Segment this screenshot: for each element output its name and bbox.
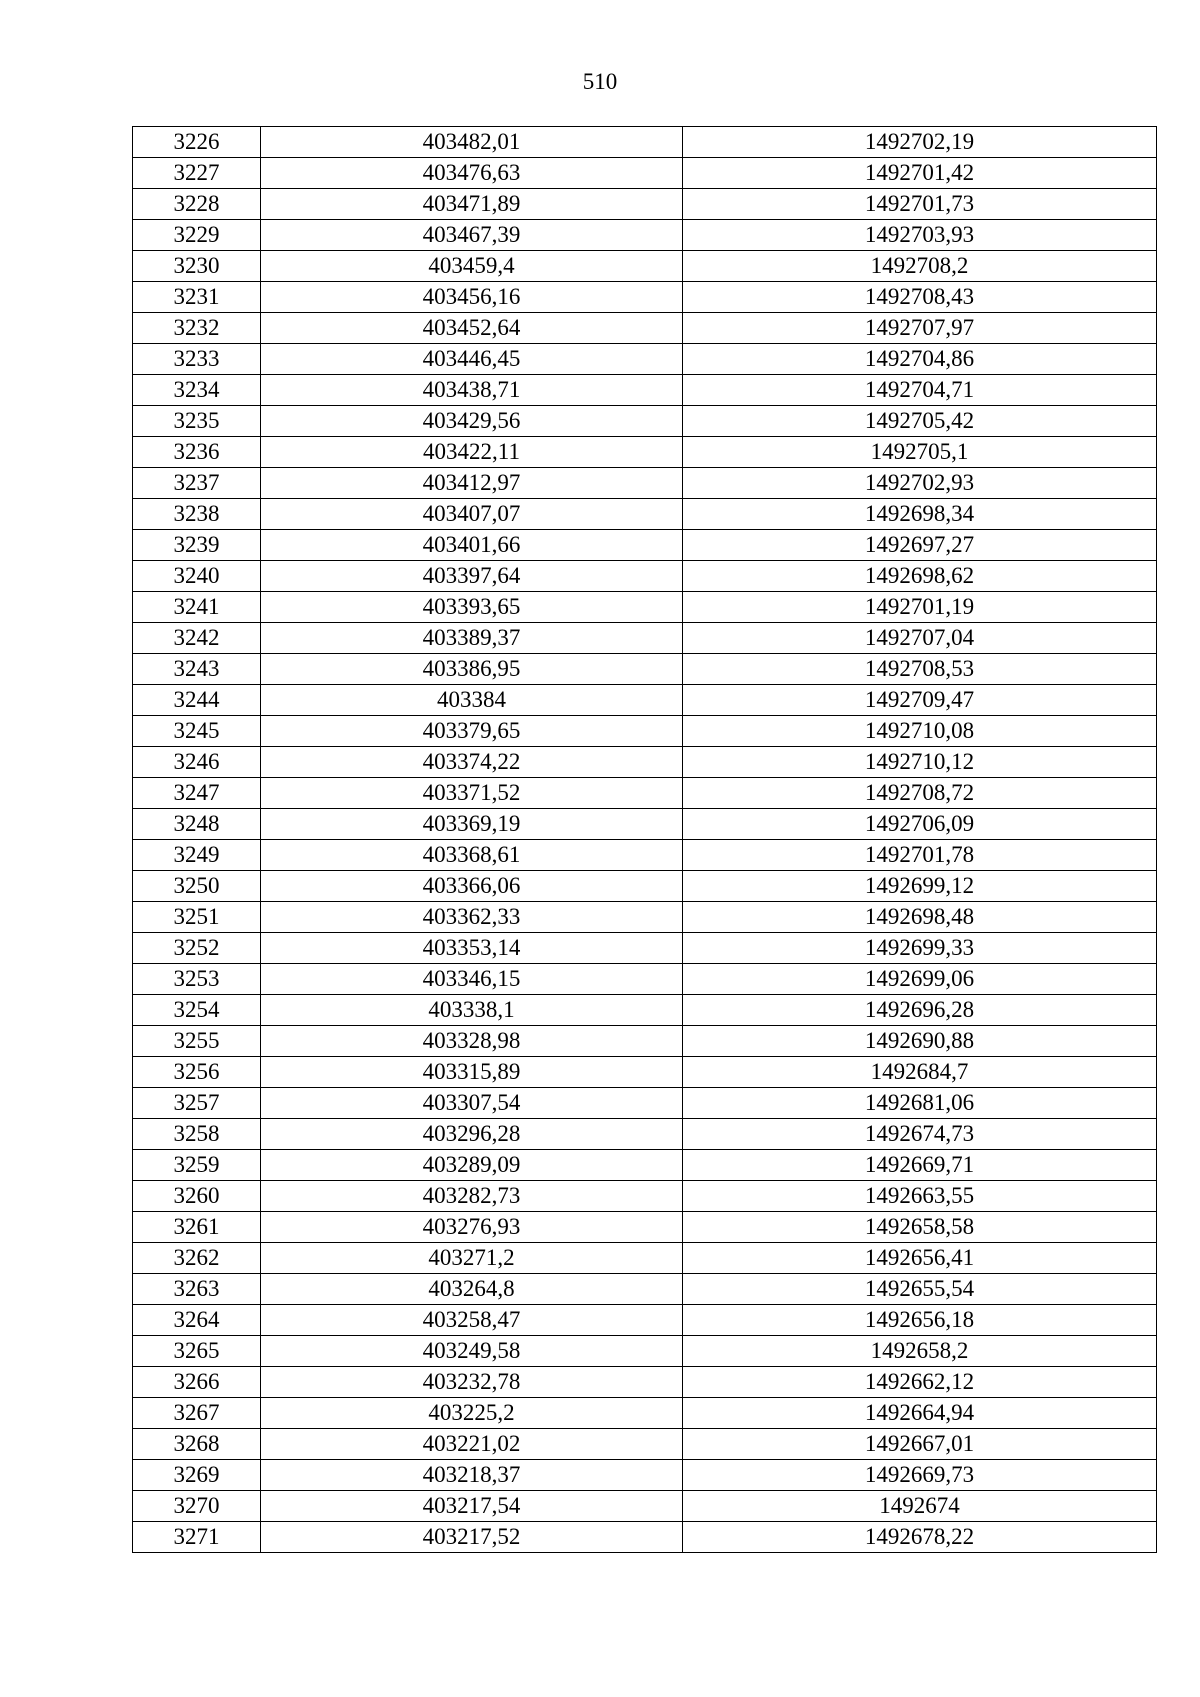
point-number-cell: 3259 — [133, 1150, 261, 1181]
table-row — [133, 1336, 1157, 1367]
point-number-cell: 3260 — [133, 1181, 261, 1212]
table-row — [133, 282, 1157, 313]
table-row — [133, 1088, 1157, 1119]
y-coordinate-cell: 1492708,2 — [683, 251, 1157, 282]
table-row — [133, 995, 1157, 1026]
y-coordinate-cell: 1492707,04 — [683, 623, 1157, 654]
x-coordinate-cell: 403338,1 — [261, 995, 683, 1026]
y-coordinate-cell: 1492658,58 — [683, 1212, 1157, 1243]
point-number-cell: 3228 — [133, 189, 261, 220]
table-row — [133, 778, 1157, 809]
table-row — [133, 1460, 1157, 1491]
point-number-cell: 3246 — [133, 747, 261, 778]
x-coordinate-cell: 403471,89 — [261, 189, 683, 220]
table-row — [133, 592, 1157, 623]
y-coordinate-cell: 1492678,22 — [683, 1522, 1157, 1553]
table-row — [133, 716, 1157, 747]
y-coordinate-cell: 1492709,47 — [683, 685, 1157, 716]
table-row — [133, 375, 1157, 406]
y-coordinate-cell: 1492669,73 — [683, 1460, 1157, 1491]
y-coordinate-cell: 1492701,78 — [683, 840, 1157, 871]
table-row — [133, 623, 1157, 654]
point-number-cell: 3235 — [133, 406, 261, 437]
y-coordinate-cell: 1492664,94 — [683, 1398, 1157, 1429]
table-row — [133, 747, 1157, 778]
table-row — [133, 654, 1157, 685]
point-number-cell: 3232 — [133, 313, 261, 344]
y-coordinate-cell: 1492690,88 — [683, 1026, 1157, 1057]
point-number-cell: 3255 — [133, 1026, 261, 1057]
y-coordinate-cell: 1492696,28 — [683, 995, 1157, 1026]
point-number-cell: 3241 — [133, 592, 261, 623]
point-number-cell: 3247 — [133, 778, 261, 809]
x-coordinate-cell: 403346,15 — [261, 964, 683, 995]
y-coordinate-cell: 1492703,93 — [683, 220, 1157, 251]
x-coordinate-cell: 403438,71 — [261, 375, 683, 406]
y-coordinate-cell: 1492658,2 — [683, 1336, 1157, 1367]
point-number-cell: 3237 — [133, 468, 261, 499]
table-row — [133, 1429, 1157, 1460]
point-number-cell: 3271 — [133, 1522, 261, 1553]
table-row — [133, 1274, 1157, 1305]
table-row — [133, 251, 1157, 282]
point-number-cell: 3250 — [133, 871, 261, 902]
point-number-cell: 3244 — [133, 685, 261, 716]
x-coordinate-cell: 403446,45 — [261, 344, 683, 375]
y-coordinate-cell: 1492707,97 — [683, 313, 1157, 344]
point-number-cell: 3249 — [133, 840, 261, 871]
x-coordinate-cell: 403218,37 — [261, 1460, 683, 1491]
point-number-cell: 3251 — [133, 902, 261, 933]
point-number-cell: 3265 — [133, 1336, 261, 1367]
y-coordinate-cell: 1492674,73 — [683, 1119, 1157, 1150]
x-coordinate-cell: 403369,19 — [261, 809, 683, 840]
point-number-cell: 3269 — [133, 1460, 261, 1491]
y-coordinate-cell: 1492667,01 — [683, 1429, 1157, 1460]
table-row — [133, 1212, 1157, 1243]
table-row — [133, 902, 1157, 933]
table-row — [133, 871, 1157, 902]
page-number: 510 — [582, 69, 618, 94]
point-number-cell: 3245 — [133, 716, 261, 747]
y-coordinate-cell: 1492704,86 — [683, 344, 1157, 375]
point-number-cell: 3258 — [133, 1119, 261, 1150]
x-coordinate-cell: 403371,52 — [261, 778, 683, 809]
y-coordinate-cell: 1492708,53 — [683, 654, 1157, 685]
point-number-cell: 3239 — [133, 530, 261, 561]
y-coordinate-cell: 1492655,54 — [683, 1274, 1157, 1305]
x-coordinate-cell: 403379,65 — [261, 716, 683, 747]
x-coordinate-cell: 403271,2 — [261, 1243, 683, 1274]
x-coordinate-cell: 403422,11 — [261, 437, 683, 468]
point-number-cell: 3229 — [133, 220, 261, 251]
y-coordinate-cell: 1492674 — [683, 1491, 1157, 1522]
y-coordinate-cell: 1492710,08 — [683, 716, 1157, 747]
table-row — [133, 1057, 1157, 1088]
y-coordinate-cell: 1492701,19 — [683, 592, 1157, 623]
y-coordinate-cell: 1492708,72 — [683, 778, 1157, 809]
table-row — [133, 964, 1157, 995]
x-coordinate-cell: 403452,64 — [261, 313, 683, 344]
table-row — [133, 685, 1157, 716]
y-coordinate-cell: 1492684,7 — [683, 1057, 1157, 1088]
table-row — [133, 933, 1157, 964]
y-coordinate-cell: 1492698,34 — [683, 499, 1157, 530]
y-coordinate-cell: 1492698,62 — [683, 561, 1157, 592]
point-number-cell: 3256 — [133, 1057, 261, 1088]
y-coordinate-cell: 1492662,12 — [683, 1367, 1157, 1398]
x-coordinate-cell: 403366,06 — [261, 871, 683, 902]
y-coordinate-cell: 1492704,71 — [683, 375, 1157, 406]
x-coordinate-cell: 403397,64 — [261, 561, 683, 592]
table-row — [133, 220, 1157, 251]
table-row — [133, 158, 1157, 189]
point-number-cell: 3263 — [133, 1274, 261, 1305]
x-coordinate-cell: 403374,22 — [261, 747, 683, 778]
point-number-cell: 3253 — [133, 964, 261, 995]
point-number-cell: 3238 — [133, 499, 261, 530]
x-coordinate-cell: 403467,39 — [261, 220, 683, 251]
table-row — [133, 1398, 1157, 1429]
point-number-cell: 3267 — [133, 1398, 261, 1429]
x-coordinate-cell: 403362,33 — [261, 902, 683, 933]
x-coordinate-cell: 403296,28 — [261, 1119, 683, 1150]
y-coordinate-cell: 1492656,41 — [683, 1243, 1157, 1274]
y-coordinate-cell: 1492663,55 — [683, 1181, 1157, 1212]
y-coordinate-cell: 1492699,12 — [683, 871, 1157, 902]
coordinates-table-body — [133, 127, 1157, 1553]
x-coordinate-cell: 403276,93 — [261, 1212, 683, 1243]
y-coordinate-cell: 1492698,48 — [683, 902, 1157, 933]
point-number-cell: 3226 — [133, 127, 261, 158]
table-row — [133, 1491, 1157, 1522]
coordinates-table — [132, 126, 1157, 1553]
x-coordinate-cell: 403412,97 — [261, 468, 683, 499]
table-row — [133, 1522, 1157, 1553]
point-number-cell: 3242 — [133, 623, 261, 654]
y-coordinate-cell: 1492705,42 — [683, 406, 1157, 437]
point-number-cell: 3264 — [133, 1305, 261, 1336]
table-row — [133, 530, 1157, 561]
point-number-cell: 3234 — [133, 375, 261, 406]
table-row — [133, 1150, 1157, 1181]
table-row — [133, 1243, 1157, 1274]
point-number-cell: 3257 — [133, 1088, 261, 1119]
point-number-cell: 3231 — [133, 282, 261, 313]
x-coordinate-cell: 403407,07 — [261, 499, 683, 530]
x-coordinate-cell: 403429,56 — [261, 406, 683, 437]
point-number-cell: 3248 — [133, 809, 261, 840]
x-coordinate-cell: 403307,54 — [261, 1088, 683, 1119]
x-coordinate-cell: 403264,8 — [261, 1274, 683, 1305]
table-row — [133, 1181, 1157, 1212]
y-coordinate-cell: 1492681,06 — [683, 1088, 1157, 1119]
point-number-cell: 3270 — [133, 1491, 261, 1522]
table-row — [133, 1026, 1157, 1057]
point-number-cell: 3230 — [133, 251, 261, 282]
x-coordinate-cell: 403289,09 — [261, 1150, 683, 1181]
y-coordinate-cell: 1492701,73 — [683, 189, 1157, 220]
x-coordinate-cell: 403459,4 — [261, 251, 683, 282]
point-number-cell: 3243 — [133, 654, 261, 685]
table-row — [133, 189, 1157, 220]
x-coordinate-cell: 403282,73 — [261, 1181, 683, 1212]
x-coordinate-cell: 403232,78 — [261, 1367, 683, 1398]
y-coordinate-cell: 1492708,43 — [683, 282, 1157, 313]
y-coordinate-cell: 1492697,27 — [683, 530, 1157, 561]
x-coordinate-cell: 403221,02 — [261, 1429, 683, 1460]
point-number-cell: 3261 — [133, 1212, 261, 1243]
point-number-cell: 3233 — [133, 344, 261, 375]
table-row — [133, 499, 1157, 530]
y-coordinate-cell: 1492702,19 — [683, 127, 1157, 158]
x-coordinate-cell: 403217,54 — [261, 1491, 683, 1522]
point-number-cell: 3240 — [133, 561, 261, 592]
y-coordinate-cell: 1492699,33 — [683, 933, 1157, 964]
x-coordinate-cell: 403258,47 — [261, 1305, 683, 1336]
table-row — [133, 809, 1157, 840]
x-coordinate-cell: 403456,16 — [261, 282, 683, 313]
table-row — [133, 313, 1157, 344]
y-coordinate-cell: 1492669,71 — [683, 1150, 1157, 1181]
x-coordinate-cell: 403217,52 — [261, 1522, 683, 1553]
table-row — [133, 468, 1157, 499]
point-number-cell: 3262 — [133, 1243, 261, 1274]
y-coordinate-cell: 1492702,93 — [683, 468, 1157, 499]
y-coordinate-cell: 1492706,09 — [683, 809, 1157, 840]
y-coordinate-cell: 1492699,06 — [683, 964, 1157, 995]
x-coordinate-cell: 403401,66 — [261, 530, 683, 561]
table-row — [133, 127, 1157, 158]
x-coordinate-cell: 403384 — [261, 685, 683, 716]
x-coordinate-cell: 403389,37 — [261, 623, 683, 654]
x-coordinate-cell: 403353,14 — [261, 933, 683, 964]
point-number-cell: 3252 — [133, 933, 261, 964]
x-coordinate-cell: 403393,65 — [261, 592, 683, 623]
x-coordinate-cell: 403315,89 — [261, 1057, 683, 1088]
x-coordinate-cell: 403476,63 — [261, 158, 683, 189]
table-row — [133, 840, 1157, 871]
point-number-cell: 3236 — [133, 437, 261, 468]
point-number-cell: 3254 — [133, 995, 261, 1026]
x-coordinate-cell: 403482,01 — [261, 127, 683, 158]
table-row — [133, 1367, 1157, 1398]
point-number-cell: 3266 — [133, 1367, 261, 1398]
x-coordinate-cell: 403225,2 — [261, 1398, 683, 1429]
x-coordinate-cell: 403249,58 — [261, 1336, 683, 1367]
table-row — [133, 344, 1157, 375]
table-row — [133, 561, 1157, 592]
x-coordinate-cell: 403328,98 — [261, 1026, 683, 1057]
table-row — [133, 1305, 1157, 1336]
y-coordinate-cell: 1492701,42 — [683, 158, 1157, 189]
point-number-cell: 3268 — [133, 1429, 261, 1460]
y-coordinate-cell: 1492656,18 — [683, 1305, 1157, 1336]
y-coordinate-cell: 1492710,12 — [683, 747, 1157, 778]
table-row — [133, 406, 1157, 437]
table-row — [133, 437, 1157, 468]
point-number-cell: 3227 — [133, 158, 261, 189]
table-row — [133, 1119, 1157, 1150]
x-coordinate-cell: 403368,61 — [261, 840, 683, 871]
x-coordinate-cell: 403386,95 — [261, 654, 683, 685]
y-coordinate-cell: 1492705,1 — [683, 437, 1157, 468]
